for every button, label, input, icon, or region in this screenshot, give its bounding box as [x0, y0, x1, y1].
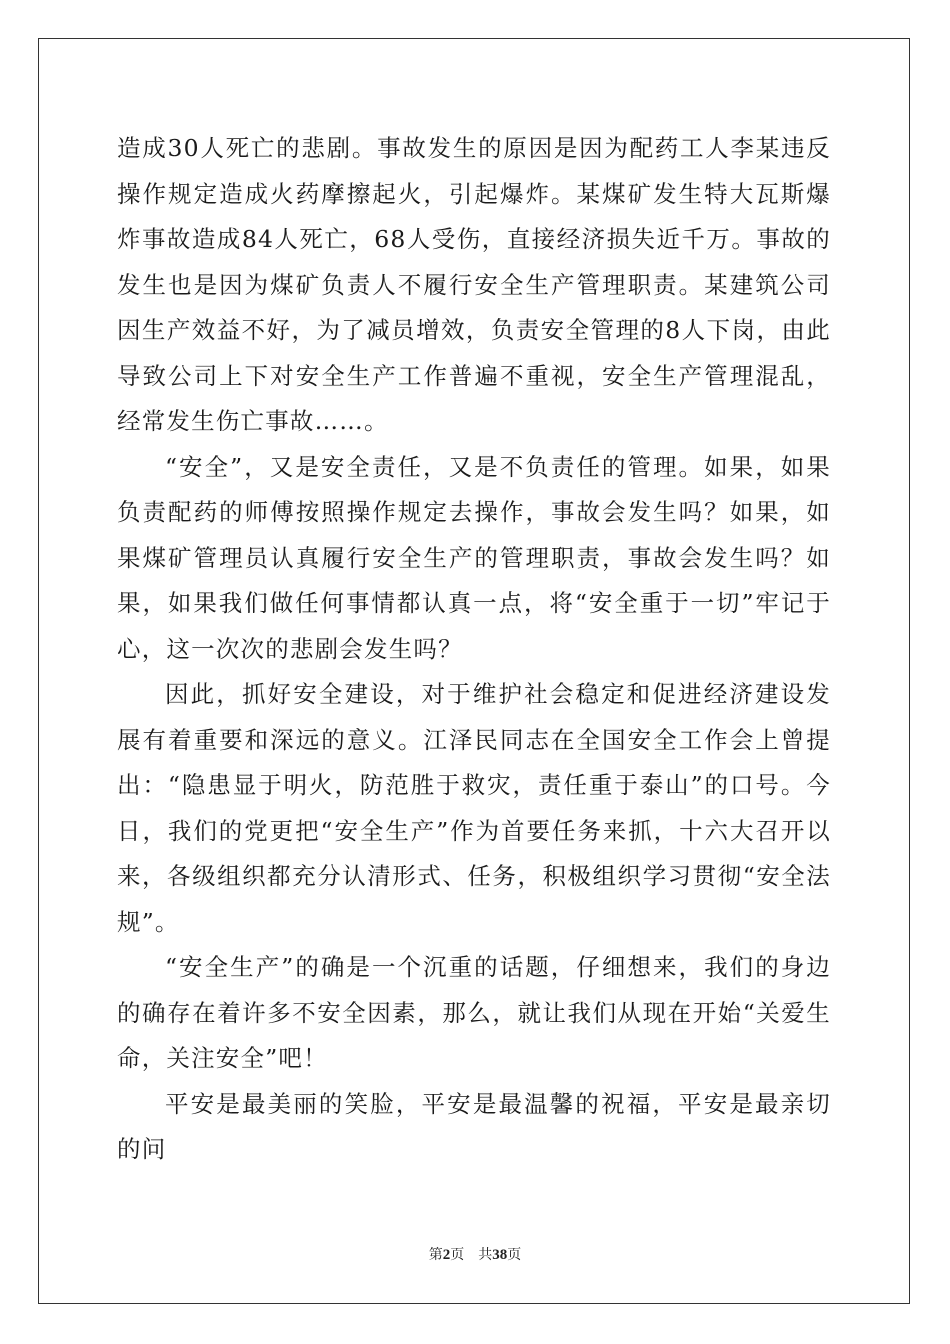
paragraph-3: 因此，抓好安全建设，对于维护社会稳定和促进经济建设发展有着重要和深远的意义。江泽民同志在全国安全工作会上曾提出：“隐患显于明火，防范胜于救灾，责任重于泰山”的口号。今日，我们的党更把“安全生产”作为首要任务来抓，十六大召开以来，各级组织都充分认清形式、任务，积极组织学习贯彻“安全法规”。	[117, 680, 831, 936]
paragraph-1: 造成30人死亡的悲剧。事故发生的原因是因为配药工人李某违反操作规定造成火药摩擦起火，引起爆炸。某煤矿发生特大瓦斯爆炸事故造成84人死亡，68人受伤，直接经济损失近千万。事故的发生也是因为煤矿负责人不履行安全生产管理职责。某建筑公司因生产效益不好，为了减员增效，负责安全管理的8人下岗，由此导致公司上下对安全生产工作普遍不重视，安全生产管理混乱，经常发生伤亡事故……。	[117, 134, 831, 435]
document-body	[117, 126, 831, 1173]
paragraph-5: 平安是最美丽的笑脸，平安是最温馨的祝福，平安是最亲切的问	[117, 1089, 831, 1163]
total-pages: 38	[492, 1247, 508, 1263]
page-number: 2	[442, 1247, 451, 1263]
total-suffix: 页	[507, 1247, 522, 1263]
paragraph-4: “安全生产”的确是一个沉重的话题，仔细想来，我们的身边的确存在着许多不安全因素，那么，就让我们从现在开始“关爱生命，关注安全”吧！	[117, 953, 831, 1072]
page-suffix: 页	[450, 1247, 465, 1263]
page-footer	[0, 1246, 950, 1264]
page-prefix: 第	[428, 1247, 443, 1263]
paragraph-2: “安全”，又是安全责任，又是不负责任的管理。如果，如果负责配药的师傅按照操作规定去操作，事故会发生吗？如果，如果煤矿管理员认真履行安全生产的管理职责，事故会发生吗？如果，如果我们做任何事情都认真一点，将“安全重于一切”牢记于心，这一次次的悲剧会发生吗？	[117, 452, 831, 663]
total-prefix: 共	[478, 1247, 493, 1263]
